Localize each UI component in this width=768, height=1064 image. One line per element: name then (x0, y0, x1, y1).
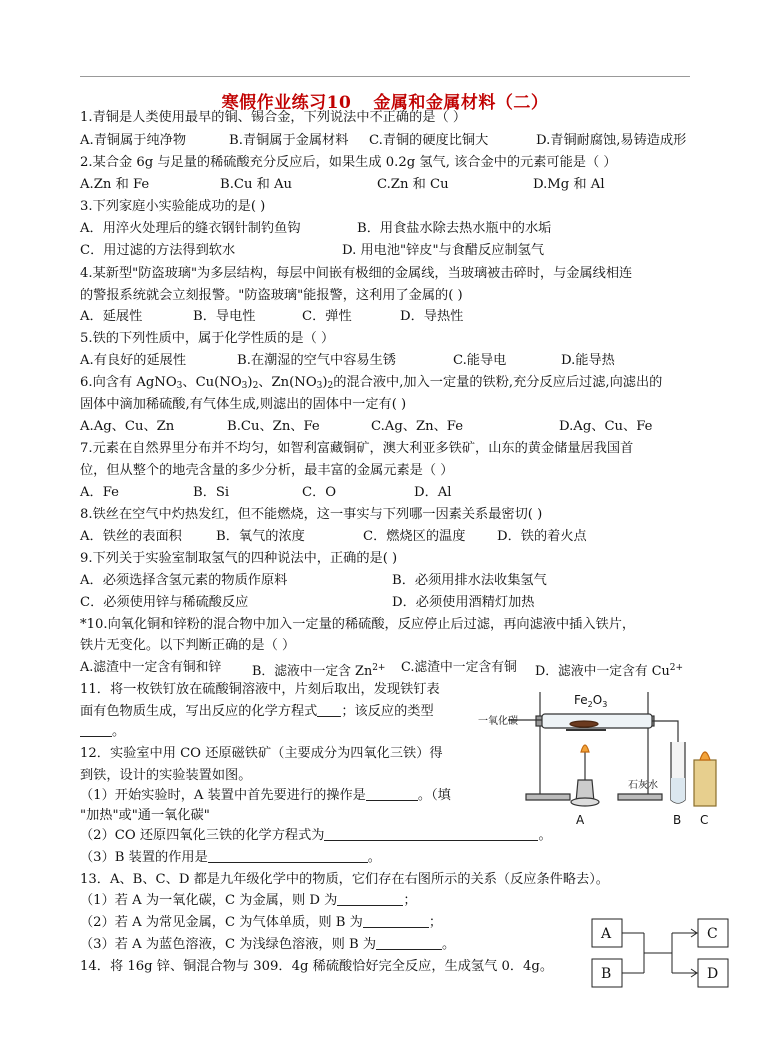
q9-option-a: A．必须选择含氢元素的物质作原料 (80, 573, 288, 588)
q13-line1: 13．A、B、C、D 都是九年级化学中的物质，它们存在右图所示的关系（反应条件略去）。 (80, 872, 609, 887)
q8-option-b: B．氧气的浓度 (216, 529, 305, 544)
q3-option-a: A．用淬火处理后的缝衣钢针制钓鱼钩 (80, 221, 301, 236)
q10-line2: 铁片无变化。以下判断正确的是（ ） (80, 638, 296, 653)
flow-label-c: C (707, 926, 718, 942)
q10-option-b-charge: 2+ (372, 663, 386, 673)
q6-text: ) (322, 375, 328, 390)
q13-line3 (80, 913, 442, 933)
relation-diagram (588, 915, 738, 995)
fe2o3-sub3: 3 (602, 700, 608, 709)
q13-blank-3[interactable] (376, 936, 442, 950)
q12-line1: 12．实验室中用 CO 还原磁铁矿（主要成分为四氧化三铁）得 (80, 746, 443, 761)
sample (570, 721, 598, 727)
q4-line2: 的警报系统就会立刻报警。"防盗玻璃"能报警，这利用了金属的( ) (80, 288, 463, 303)
flame (581, 745, 589, 752)
q8-option-c: C．燃烧区的温度 (363, 529, 466, 544)
q13-blank-2[interactable] (363, 914, 429, 928)
stand-c-base (618, 794, 662, 800)
q10-option-d (535, 658, 683, 682)
q8-option-a: A．铁丝的表面积 (80, 529, 182, 544)
q7-option-b: B．Si (193, 485, 230, 500)
q1-stem: 1.青铜是人类使用最早的铜、锡合金，下列说法中不正确的是（ ） (80, 110, 467, 125)
q2-option-a: A.Zn 和 Fe (80, 177, 150, 192)
limewater-label: 石灰水 (628, 780, 658, 791)
q12-text: （2）CO 还原四氧化三铁的化学方程式为 (80, 828, 325, 843)
q10-option-d-charge: 2+ (669, 663, 684, 673)
q12-text: 。 (538, 828, 552, 843)
q3-stem: 3.下列家庭小实验能成功的是( ) (80, 199, 266, 214)
q6-option-d: D.Ag、Cu、Fe (559, 419, 653, 434)
q6-option-a: A.Ag、Cu、Zn (80, 419, 175, 434)
q1-option-b: B.青铜属于金属材料 (229, 133, 349, 148)
flow-label-a: A (601, 926, 612, 942)
q12-text: （3）B 装置的作用是 (80, 850, 208, 865)
flow-label-b: B (601, 966, 612, 982)
q4-option-a: A．延展性 (80, 309, 143, 324)
q1-option-c: C.青铜的硬度比铜大 (369, 133, 489, 148)
apparatus-diagram (478, 682, 722, 842)
q6-subscript: 2 (252, 381, 259, 391)
q13-line2 (80, 891, 417, 911)
flame-c (700, 752, 710, 760)
q10-line1: *10.向氧化铜和锌粉的混合物中加入一定量的稀硫酸，反应停止后过滤，再向滤液中插入铁片， (80, 617, 636, 632)
q4-line1: 4.某新型"防盗玻璃"为多层结构，每层中间嵌有极细的金属线，当玻璃被击碎时，与金属线相连 (80, 266, 633, 281)
q6-line1 (80, 373, 662, 396)
title-part1: 寒假作业练习10 (221, 93, 352, 113)
q10-option-c: C.滤渣中一定含有铜 (401, 660, 517, 675)
q11-type-blank[interactable] (80, 723, 112, 737)
label-b: B (673, 813, 682, 827)
q8-stem: 8.铁丝在空气中灼热发红，但不能燃烧，这一事实与下列哪一因素关系最密切( ) (80, 507, 543, 522)
q9-option-d: D．必须使用酒精灯加热 (392, 595, 535, 610)
q3-option-d: D. 用电池"锌皮"与食醋反应制氢气 (342, 243, 545, 258)
q10-option-b (252, 658, 385, 682)
q13-text: （3）若 A 为蓝色溶液，C 为浅绿色溶液，则 B 为 (80, 937, 377, 952)
q7-line1: 7.元素在自然界里分布并不均匀，如智利富藏铜矿，澳大利亚多铁矿，山东的黄金储量居我国首 (80, 441, 634, 456)
q11-equation-blank[interactable] (317, 703, 341, 717)
burner-base (571, 798, 599, 806)
q13-text: （1）若 A 为一氧化碳，C 为金属，则 D 为 (80, 893, 338, 908)
fe2o3-sub2: 2 (587, 700, 593, 709)
q5-stem: 5.铁的下列性质中，属于化学性质的是（ ） (80, 331, 335, 346)
q8-option-d: D．铁的着火点 (497, 529, 587, 544)
q6-subscript: 3 (176, 381, 183, 391)
q5-option-c: C.能导电 (453, 353, 507, 368)
q13-text: ； (428, 915, 443, 930)
q4-option-d: D．导热性 (400, 309, 464, 324)
q2-option-d: D.Mg 和 Al (533, 177, 605, 192)
q2-stem: 2.某合金 6g 与足量的稀硫酸充分反应后，如果生成 0.2g 氢气, 该合金中的元素可能是（ ） (80, 155, 617, 170)
q11-text: ；该反应的类型 (341, 704, 434, 719)
q6-text: 、Cu(NO (182, 375, 242, 390)
q2-option-c: C.Zn 和 Cu (377, 177, 449, 192)
q3-option-b: B．用食盐水除去热水瓶中的水垢 (357, 221, 552, 236)
q12-text: 。（填 (417, 788, 451, 803)
q4-option-b: B．导电性 (193, 309, 256, 324)
q7-option-a: A．Fe (80, 485, 119, 500)
q10-option-d-text: D．滤液中一定含有 Cu (535, 664, 670, 679)
q10-option-b-text: B．滤液中一定含 Zn (252, 664, 373, 679)
q11-line1: 11．将一枚铁钉放在硫酸铜溶液中，片刻后取出，发现铁钉表 (80, 682, 440, 697)
q6-text: ) (247, 375, 253, 390)
q12-text: （1）开始实验时，A 装置中首先要进行的操作是 (80, 788, 366, 803)
fe2o3-o: O (592, 693, 603, 707)
co-label: 一氧化碳 (478, 716, 518, 727)
label-c: C (700, 813, 709, 827)
q9-option-b: B．必须用排水法收集氢气 (392, 573, 547, 588)
q5-option-b: B.在潮湿的空气中容易生锈 (237, 353, 396, 368)
fe2o3-fe: Fe (574, 693, 588, 707)
q14-line1: 14．将 16g 锌、铜混合物与 309．4g 稀硫酸恰好完全反应，生成氢气 0．4g。 (80, 959, 554, 974)
q11-line3 (80, 722, 125, 742)
q12-operation-blank[interactable] (366, 787, 418, 801)
q9-option-c: C．必须使用锌与稀硫酸反应 (80, 595, 249, 610)
q6-text: 6.向含有 AgNO (80, 375, 177, 390)
q7-option-c: C．O (302, 485, 337, 500)
q13-text: 。 (442, 937, 456, 952)
q10-option-a: A.滤渣中一定含有铜和锌 (80, 660, 222, 675)
title-part2: 金属和金属材料（二） (373, 93, 549, 113)
q7-line2: 位，但从整个的地壳含量的多少分析，最丰富的金属元素是（ ） (80, 463, 454, 478)
q1-option-d: D.青铜耐腐蚀,易铸造成形 (536, 133, 687, 148)
fe2o3-label (574, 693, 607, 709)
q13-line4 (80, 935, 455, 955)
q2-option-b: B.Cu 和 Au (220, 177, 293, 192)
q5-option-a: A.有良好的延展性 (80, 353, 187, 368)
q7-option-d: D．Al (414, 485, 452, 500)
q12-line6 (80, 848, 381, 868)
q6-subscript: 3 (241, 381, 248, 391)
limewater (671, 778, 685, 803)
q13-text: （2）若 A 为常见金属，C 为气体单质，则 B 为 (80, 915, 363, 930)
q3-option-c: C．用过滤的方法得到软水 (80, 243, 236, 258)
q13-blank-1[interactable] (337, 892, 403, 906)
q12-purpose-blank[interactable] (208, 849, 368, 863)
header-rule (80, 76, 690, 77)
q6-text: 的混合液中,加入一定量的铁粉,充分反应后过滤,向滤出的 (333, 375, 663, 390)
stand-a-base (526, 794, 570, 800)
q11-text: 。 (112, 724, 126, 739)
q5-option-d: D.能导热 (561, 353, 615, 368)
q6-option-b: B.Cu、Zn、Fe (227, 419, 320, 434)
q6-option-c: C.Ag、Zn、Fe (371, 419, 464, 434)
q12-line2: 到铁，设计的实验装置如图。 (80, 768, 252, 783)
lamp-c (694, 760, 716, 806)
q6-subscript: 2 (327, 381, 334, 391)
q11-text: 面有色物质生成，写出反应的化学方程式 (80, 704, 318, 719)
q12-line4: "加热"或"通一氧化碳" (80, 808, 210, 823)
q4-option-c: C．弹性 (302, 309, 352, 324)
flow-label-d: D (707, 966, 719, 982)
q12-text: 。 (367, 850, 381, 865)
q6-text: 、Zn(NO (258, 375, 317, 390)
label-a: A (576, 813, 585, 827)
q6-line2: 固体中滴加稀硫酸,有气体生成,则滤出的固体中一定有( ) (80, 397, 407, 412)
q9-stem: 9.下列关于实验室制取氢气的四种说法中，正确的是( ) (80, 551, 398, 566)
q11-line2 (80, 702, 434, 722)
q12-line3 (80, 786, 451, 806)
q1-option-a: A.青铜属于纯净物 (80, 133, 187, 148)
q6-subscript: 3 (316, 381, 323, 391)
q13-text: ； (403, 893, 417, 908)
